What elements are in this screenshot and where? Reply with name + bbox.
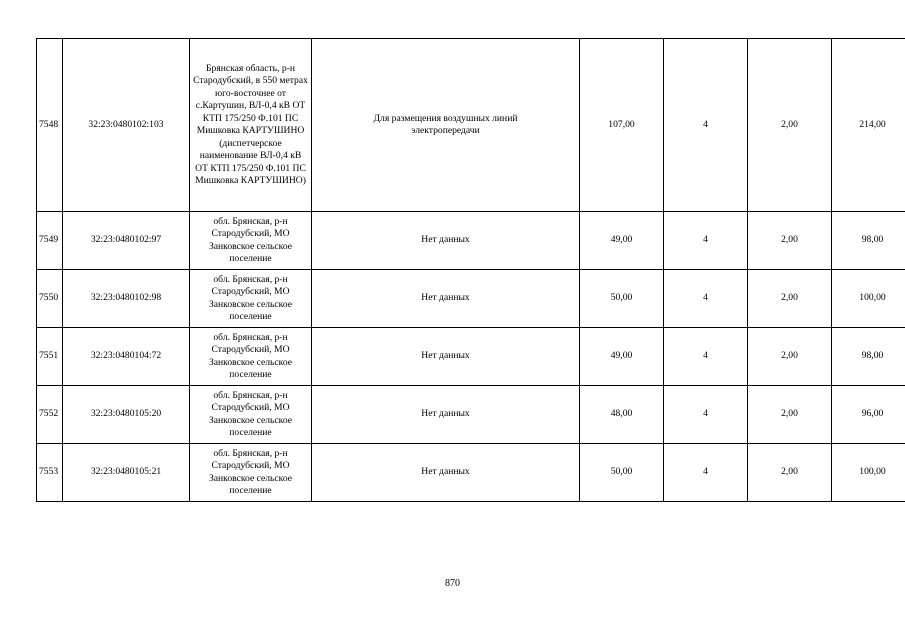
plot-purpose: Нет данных (312, 270, 580, 328)
plot-rate: 2,00 (748, 39, 832, 212)
plot-total: 100,00 (832, 270, 905, 328)
plot-rate: 2,00 (748, 328, 832, 386)
plot-category: 4 (664, 444, 748, 502)
plot-total: 100,00 (832, 444, 905, 502)
plot-address: обл. Брянская, р-н Стародубский, МО Занковское сельское поселение (190, 328, 312, 386)
cadastral-number: 32:23:0480102:97 (63, 212, 190, 270)
cadastral-number: 32:23:0480102:103 (63, 39, 190, 212)
row-number: 7551 (37, 328, 63, 386)
cadastral-number: 32:23:0480105:21 (63, 444, 190, 502)
plot-total: 96,00 (832, 386, 905, 444)
plot-rate: 2,00 (748, 386, 832, 444)
plot-area: 50,00 (580, 444, 664, 502)
plot-address: обл. Брянская, р-н Стародубский, МО Занковское сельское поселение (190, 444, 312, 502)
row-number: 7548 (37, 39, 63, 212)
plot-address: обл. Брянская, р-н Стародубский, МО Занковское сельское поселение (190, 212, 312, 270)
land-plots-table (36, 38, 905, 502)
plot-address: обл. Брянская, р-н Стародубский, МО Занковское сельское поселение (190, 386, 312, 444)
plot-purpose: Нет данных (312, 328, 580, 386)
row-number: 7550 (37, 270, 63, 328)
cadastral-number: 32:23:0480102:98 (63, 270, 190, 328)
row-number: 7553 (37, 444, 63, 502)
plot-total: 98,00 (832, 328, 905, 386)
table-row (37, 444, 905, 502)
plot-total: 214,00 (832, 39, 905, 212)
plot-category: 4 (664, 386, 748, 444)
cadastral-number: 32:23:0480104:72 (63, 328, 190, 386)
table-row (37, 386, 905, 444)
cadastral-number: 32:23:0480105:20 (63, 386, 190, 444)
plot-area: 48,00 (580, 386, 664, 444)
plot-area: 49,00 (580, 328, 664, 386)
plot-category: 4 (664, 328, 748, 386)
table-row (37, 212, 905, 270)
plot-address: обл. Брянская, р-н Стародубский, МО Занковское сельское поселение (190, 270, 312, 328)
table-row (37, 270, 905, 328)
plot-category: 4 (664, 39, 748, 212)
plot-area: 49,00 (580, 212, 664, 270)
plot-category: 4 (664, 270, 748, 328)
plot-area: 50,00 (580, 270, 664, 328)
plot-rate: 2,00 (748, 212, 832, 270)
plot-rate: 2,00 (748, 270, 832, 328)
table-row (37, 328, 905, 386)
plot-total: 98,00 (832, 212, 905, 270)
plot-address: Брянская область, р-н Стародубский, в 550 метрах юго-восточнее от с.Картушин, ВЛ-0,4 кВ ОТ КТП 175/250 Ф.101 ПС Мишковка КАРТУШИНО (диспетчерское наименование ВЛ-0,4 кВ ОТ КТП 175/250 Ф.101 ПС Мишковка КАРТУШИНО) (190, 39, 312, 212)
plot-area: 107,00 (580, 39, 664, 212)
row-number: 7552 (37, 386, 63, 444)
plot-category: 4 (664, 212, 748, 270)
page-number: 870 (445, 578, 460, 589)
plot-rate: 2,00 (748, 444, 832, 502)
plot-purpose: Для размещения воздушных линий электропередачи (312, 39, 580, 212)
plot-purpose: Нет данных (312, 444, 580, 502)
row-number: 7549 (37, 212, 63, 270)
plot-purpose: Нет данных (312, 386, 580, 444)
table-row (37, 39, 905, 212)
plot-purpose: Нет данных (312, 212, 580, 270)
